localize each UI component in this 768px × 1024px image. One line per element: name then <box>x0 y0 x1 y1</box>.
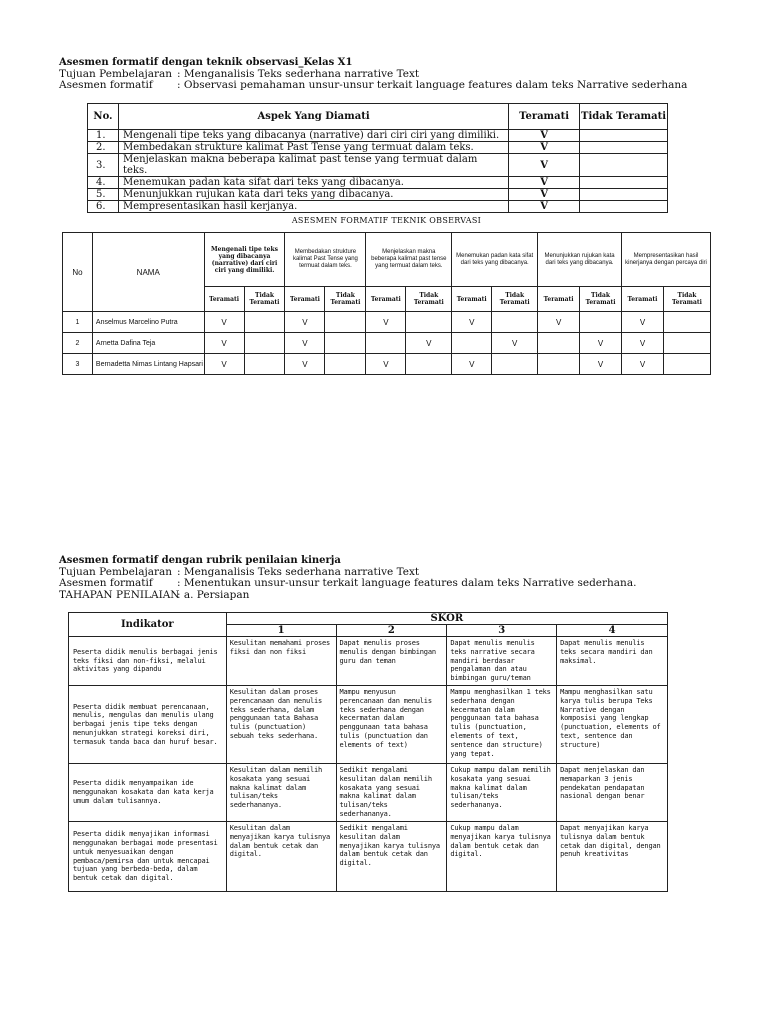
check-mark <box>325 354 366 375</box>
table-row <box>69 822 668 892</box>
header-indikator: Indikator <box>69 613 227 637</box>
check-mark <box>538 333 580 354</box>
check-mark <box>538 354 580 375</box>
row-aspek: Membedakan strukture kalimat Past Tense yang termuat dalam teks. <box>118 142 508 154</box>
check-mark <box>325 333 366 354</box>
section-observasi-header <box>59 57 687 92</box>
info-value: : a. Persiapan <box>177 588 250 601</box>
check-mark <box>366 333 406 354</box>
sub-teramati: Teramati <box>204 287 244 312</box>
score-cell: Mampu menghasilkan 1 teks sederhana dengan kecermatan dalam penggunaan tata bahasa tulis (punctuation, elements of text, sentence dan structure) yang tepat. <box>447 686 557 764</box>
section-heading: Asesmen formatif dengan teknik observasi_Kelas X1 <box>59 57 353 68</box>
header-no: No. <box>88 104 119 130</box>
check-mark: V <box>580 354 622 375</box>
row-teramati: V <box>509 154 580 177</box>
score-cell: Sedikit mengalami kesulitan dalam memilih kosakata yang sesuai makna kalimat dalam tulisan/teks sederhananya. <box>336 764 447 822</box>
section-heading: Asesmen formatif dengan rubrik penilaian kinerja <box>59 555 341 566</box>
row-teramati: V <box>509 201 580 213</box>
table-row <box>69 637 668 686</box>
check-mark <box>663 333 710 354</box>
row-no: 2. <box>88 142 119 154</box>
check-mark: V <box>622 354 664 375</box>
sub-teramati: Teramati <box>285 287 325 312</box>
info-row <box>59 80 687 92</box>
table-row <box>63 354 711 375</box>
score-cell: Dapat menulis menulis teks secara mandiri dan maksimal. <box>557 637 668 686</box>
score-cell: Dapat menjelaskan dan memaparkan 3 jenis pendekatan pendapatan nasional dengan benar <box>557 764 668 822</box>
header-aspek: Menunjukkan rujukan kata dari teks yang dibacanya. <box>538 233 622 287</box>
header-aspek: Aspek Yang Diamati <box>118 104 508 130</box>
check-mark <box>580 312 622 333</box>
header-aspek: Mengenali tipe teks yang dibacanya (narrative) dari ciri ciri yang dimiliki. <box>204 233 285 287</box>
check-mark: V <box>285 333 325 354</box>
sub-teramati: Teramati <box>538 287 580 312</box>
table-row <box>88 189 668 201</box>
indikator-cell: Peserta didik menyajikan informasi menggunakan berbagai mode presentasi untuk menyesuaikan dengan pembaca/pemirsa dan untuk mencapai tujuan yang berbeda-beda, dalam bentuk cetak dan digital. <box>69 822 227 892</box>
check-mark: V <box>452 354 492 375</box>
score-cell: Dapat menulis menulis teks narrative secara mandiri berdasar pengalaman dan atau bimbingan guru/teman <box>447 637 557 686</box>
student-no: 2 <box>63 333 93 354</box>
header-score: 3 <box>447 625 557 637</box>
table-row <box>88 142 668 154</box>
info-label: Asesmen formatif <box>59 577 153 589</box>
indikator-cell: Peserta didik menulis berbagai jenis teks fiksi dan non-fiksi, melalui aktivitas yang dipandu <box>69 637 227 686</box>
check-mark <box>325 312 366 333</box>
check-mark: V <box>580 333 622 354</box>
row-no: 5. <box>88 189 119 201</box>
sub-tidak: Tidak Teramati <box>325 287 366 312</box>
score-cell: Cukup mampu dalam memilih kosakata yang sesuai makna kalimat dalam tulisan/teks sederhananya. <box>447 764 557 822</box>
header-score: 4 <box>557 625 668 637</box>
info-label: Asesmen formatif <box>59 79 153 91</box>
sub-teramati: Teramati <box>452 287 492 312</box>
sub-tidak: Tidak Teramati <box>580 287 622 312</box>
indikator-cell: Peserta didik menyampaikan ide menggunakan kosakata dan kata kerja umum dalam tulisannya. <box>69 764 227 822</box>
student-name: Anselmus Marcelino Putra <box>92 312 204 333</box>
student-no: 3 <box>63 354 93 375</box>
score-cell: Mampu menyusun perencanaan dan menulis teks sederhana dengan kecermatan dalam penggunaan tata bahasa tulis (punctuation dan elements of text) <box>336 686 447 764</box>
header-aspek: Mempresentasikan hasil kinerjanya dengan percaya diri <box>622 233 711 287</box>
header-aspek: Menjelaskan makna beberapa kalimat past tense yang termuat dalam teks. <box>366 233 452 287</box>
row-tidak <box>580 154 668 177</box>
header-aspek: Menemukan padan kata sifat dari teks yang dibacanya. <box>452 233 538 287</box>
aspek-observasi-table <box>87 103 668 213</box>
score-cell: Kesulitan dalam proses perencanaan dan menulis teks sederhana, dalam penggunaan tata Bahasa tulis (punctuation) sebuah teks sederhana. <box>226 686 336 764</box>
row-aspek: Mengenali tipe teks yang dibacanya (narrative) dari ciri ciri yang dimiliki. <box>118 130 508 142</box>
table-row <box>88 177 668 189</box>
row-teramati: V <box>509 189 580 201</box>
table-row <box>63 312 711 333</box>
check-mark <box>244 312 285 333</box>
check-mark: V <box>204 312 244 333</box>
row-tidak <box>580 177 668 189</box>
check-mark <box>663 354 710 375</box>
check-mark: V <box>622 312 664 333</box>
row-tidak <box>580 130 668 142</box>
row-teramati: V <box>509 142 580 154</box>
row-tidak <box>580 201 668 213</box>
check-mark <box>452 333 492 354</box>
student-no: 1 <box>63 312 93 333</box>
table-row <box>88 130 668 142</box>
section-rubrik-header <box>59 555 636 601</box>
check-mark: V <box>285 312 325 333</box>
table-row <box>69 764 668 822</box>
check-mark <box>492 354 538 375</box>
student-name: Arnetta Dafina Teja <box>92 333 204 354</box>
row-aspek: Mempresentasikan hasil kerjanya. <box>118 201 508 213</box>
info-row <box>59 590 636 602</box>
header-skor: SKOR <box>226 613 667 625</box>
header-nama: NAMA <box>92 233 204 312</box>
table-row <box>88 201 668 213</box>
check-mark <box>244 333 285 354</box>
check-mark <box>244 354 285 375</box>
info-value: : Menganalisis Teks sederhana narrative Text <box>177 67 420 80</box>
check-mark <box>492 312 538 333</box>
row-teramati: V <box>509 130 580 142</box>
table-row <box>88 154 668 177</box>
sub-tidak: Tidak Teramati <box>244 287 285 312</box>
check-mark: V <box>538 312 580 333</box>
table-row <box>63 333 711 354</box>
indikator-cell: Peserta didik membuat perencanaan, menulis, mengulas dan menulis ulang berbagai jenis tipe teks dengan menunjukkan strategi koreksi diri, termasuk tanda baca dan huruf besar. <box>69 686 227 764</box>
header-no: No <box>63 233 93 312</box>
row-no: 6. <box>88 201 119 213</box>
header-score: 1 <box>226 625 336 637</box>
check-mark: V <box>366 354 406 375</box>
table-header-row <box>63 233 711 287</box>
table-header-row <box>69 613 668 625</box>
info-value: : Menentukan unsur-unsur terkait language features dalam teks Narrative sederhana. <box>177 577 637 589</box>
score-cell: Kesulitan memahami proses fiksi dan non fiksi <box>226 637 336 686</box>
sub-teramati: Teramati <box>366 287 406 312</box>
info-label: TAHAPAN PENILAIAN <box>59 588 180 601</box>
table-header-row <box>88 104 668 130</box>
sub-tidak: Tidak Teramati <box>663 287 710 312</box>
row-tidak <box>580 189 668 201</box>
info-row <box>59 578 636 590</box>
row-no: 4. <box>88 177 119 189</box>
table-row <box>69 686 668 764</box>
info-value: : Menganalisis Teks sederhana narrative Text <box>177 565 420 578</box>
info-value: : Observasi pemahaman unsur-unsur terkait language features dalam teks Narrative sederhana <box>177 79 688 91</box>
score-cell: Kesulitan dalam memilih kosakata yang sesuai makna kalimat dalam tulisan/teks sederhananya. <box>226 764 336 822</box>
check-mark <box>406 354 452 375</box>
row-tidak <box>580 142 668 154</box>
sub-teramati: Teramati <box>622 287 664 312</box>
check-mark <box>663 312 710 333</box>
score-cell: Sedikit mengalami kesulitan dalam menyajikan karya tulisnya dalam bentuk cetak dan digital. <box>336 822 447 892</box>
score-cell: Cukup mampu dalam menyajikan karya tulisnya dalam bentuk cetak dan digital. <box>447 822 557 892</box>
info-label: Tujuan Pembelajaran <box>59 67 173 80</box>
score-cell: Dapat menyajikan karya tulisnya dalam bentuk cetak dan digital, dengan penuh kreativitas <box>557 822 668 892</box>
sub-tidak: Tidak Teramati <box>406 287 452 312</box>
check-mark: V <box>492 333 538 354</box>
header-teramati: Teramati <box>509 104 580 130</box>
check-mark: V <box>285 354 325 375</box>
check-mark: V <box>204 333 244 354</box>
row-aspek: Menemukan padan kata sifat dari teks yang dibacanya. <box>118 177 508 189</box>
check-mark <box>406 312 452 333</box>
header-tidak-teramati: Tidak Teramati <box>580 104 668 130</box>
check-mark: V <box>622 333 664 354</box>
row-no: 3. <box>88 154 119 177</box>
info-label: Tujuan Pembelajaran <box>59 565 173 578</box>
row-aspek: Menjelaskan makna beberapa kalimat past tense yang termuat dalam teks. <box>118 154 508 177</box>
check-mark: V <box>452 312 492 333</box>
score-cell: Kesulitan dalam menyajikan karya tulisnya dalam bentuk cetak dan digital. <box>226 822 336 892</box>
student-name: Bernadetta Nimas Lintang Hapsari <box>92 354 204 375</box>
rubrik-penilaian-table <box>68 612 668 892</box>
row-teramati: V <box>509 177 580 189</box>
check-mark: V <box>204 354 244 375</box>
observasi-caption: ASESMEN FORMATIF TEKNIK OBSERVASI <box>291 216 482 225</box>
observasi-student-table <box>62 232 711 375</box>
header-aspek: Membedakan strukture kalimat Past Tense yang termuat dalam teks. <box>285 233 366 287</box>
row-aspek: Menunjukkan rujukan kata dari teks yang dibacanya. <box>118 189 508 201</box>
sub-tidak: Tidak Teramati <box>492 287 538 312</box>
check-mark: V <box>366 312 406 333</box>
header-score: 2 <box>336 625 447 637</box>
check-mark: V <box>406 333 452 354</box>
score-cell: Dapat menulis proses menulis dengan bimbingan guru dan teman <box>336 637 447 686</box>
score-cell: Mampu menghasilkan satu karya tulis berupa Teks Narrative dengan komposisi yang lengkap (punctuation, elements of text, sentence dan structure) <box>557 686 668 764</box>
row-no: 1. <box>88 130 119 142</box>
